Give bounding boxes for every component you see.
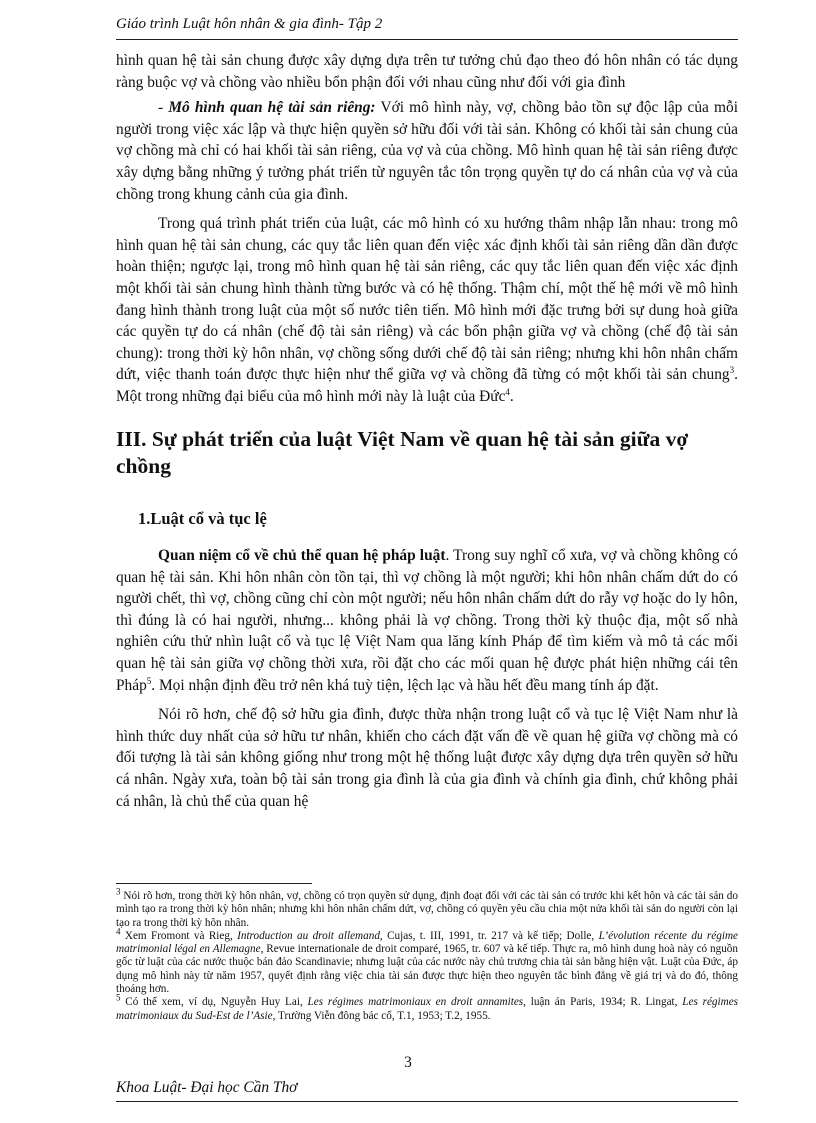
citation-title: Les régimes matrimoniaux du Sud-Est de l’Asie <box>116 996 739 1022</box>
footnote-text: , Revue internationale de droit comparé, 1965, tr. 607 và kế tiếp. Thực ra, mô hình dung hoà này có nguồn gốc từ luật của các nước thuộc bán đảo Scandinavie; nhưng luật của các nước này chủ trương chia tài sản bằng hiện vật. Luật của Đức, áp dụng mô hình này từ năm 1957, quyết định rằng việc chia tài sản được thực hiện theo nguyên tắc bình đẳng về giá trị và do đó, thông thoáng hơn. <box>116 943 738 996</box>
footnote-ref-3[interactable]: 3 <box>729 365 735 376</box>
citation-title: Les régimes matrimoniaux en droit annamites <box>307 996 524 1009</box>
footnote-ref-5[interactable]: 5 <box>146 675 152 686</box>
footnote-number: 3 <box>116 886 121 897</box>
paragraph-separate-property-model <box>116 97 738 205</box>
paragraph-ancient-concept <box>116 545 738 696</box>
subsection-heading: 1.Luật cổ và tục lệ <box>138 508 267 528</box>
paragraph-continued: hình quan hệ tài sản chung được xây dựng dựa trên tư tưởng chủ đạo theo đó hôn nhân có tác dụng ràng buộc vợ và chồng vào nhiều bổn phận đối với nhau cũng như đối với gia đình <box>116 52 738 91</box>
paragraph-family-ownership: Nói rõ hơn, chế độ sở hữu gia đình, được thừa nhận trong luật cổ và tục lệ Việt Nam như là hình thức duy nhất của sở hữu tư nhân, khiến cho cách đặt vấn đề về quan hệ giữa vợ chồng mà có đối tượng là tài sản không giống như trong một hệ thống luật được xây dựng dựa trên quyền sở hữu cá nhân. Ngày xưa, toàn bộ tài sản trong gia đình là của gia đình và chính gia đình, chứ không phải cá nhân, là chủ thể của quan hệ <box>116 706 738 810</box>
footnote-text: Xem Fromont và Rieg, <box>120 929 238 942</box>
footnote-5 <box>116 992 739 1023</box>
footnotes <box>116 886 739 1023</box>
footer-rule <box>116 1101 738 1102</box>
footnote-3 <box>116 886 738 930</box>
running-footer: Khoa Luật- Đại học Cần Thơ <box>116 1079 298 1096</box>
paragraph-text: . Một trong những đại biểu của mô hình mới này là luật của Đức <box>116 366 738 405</box>
footnote-text: , Trường Viễn đông bác cổ, T.1, 1953; T.2, 1955. <box>272 1009 491 1022</box>
running-header: Giáo trình Luật hôn nhân & gia đình- Tập 2 <box>116 16 383 32</box>
paragraph-text: . Mọi nhận định đều trở nên khá tuỳ tiện, lệch lạc và hầu hết đều mang tính áp đặt. <box>151 676 659 694</box>
footnote-number: 4 <box>116 926 121 937</box>
footnote-number: 5 <box>116 992 121 1003</box>
term-ancient-concept: Quan niệm cổ về chủ thể quan hệ pháp luật <box>158 547 446 565</box>
section-heading: III. Sự phát triển của luật Việt Nam về quan hệ tài sản giữa vợ chồng <box>116 426 689 478</box>
paragraph-development <box>116 213 738 407</box>
footnote-rule <box>116 883 312 884</box>
footnote-4 <box>116 926 739 996</box>
term-separate-property-model: Mô hình quan hệ tài sản riêng: <box>168 99 376 117</box>
footnote-text: Có thể xem, ví dụ, Nguyễn Huy Lai, <box>120 996 308 1009</box>
page-number: 3 <box>404 1054 412 1071</box>
paragraph-text: . <box>509 387 514 405</box>
footnote-text: Nói rõ hơn, trong thời kỳ hôn nhân, vợ, chồng có trọn quyền sử dụng, định đoạt đối với các tài sản có trước khi kết hôn và các tài sản do mình tạo ra trong thời kỳ hôn nhân; nhưng khi hôn nhân chấm dứt, vợ, chồng có quyền yêu cầu chia một nửa khối tài sản do người còn lại tạo ra trong thời kỳ hôn nhân. <box>116 890 738 929</box>
footnote-text: , luận án Paris, 1934; R. Lingat, <box>523 996 683 1009</box>
paragraph-text: . Trong suy nghĩ cổ xưa, vợ và chồng không có quan hệ tài sản. Khi hôn nhân còn tồn tại, thì vợ chồng là một người; khi hôn nhân chấm dứt do có người chết, thì vợ, chồng cũng chỉ còn một người; nếu hôn nhân chấm dứt do rẫy vợ hoặc do ly hôn, thì đúng là có hai người, nhưng... không phải là vợ chồng. Trong thời kỳ thuộc địa, một số nhà nghiên cứu thử nhìn luật cổ và tục lệ Việt Nam qua lăng kính Pháp để tìm kiếm và mô tả các mối quan hệ tài sản giữa vợ chồng thời xưa, rồi đặt cho các mối quan hệ được phát hiện những cái tên Pháp <box>116 547 739 694</box>
footnote-text: , Cujas, t. III, 1991, tr. 217 và kế tiếp; Dolle, <box>379 929 599 942</box>
paragraph-text: Trong quá trình phát triển của luật, các mô hình có xu hướng thâm nhập lẫn nhau: trong mô hình quan hệ tài sản chung, các quy tắc liên quan đến việc xác định khối tài sản riêng dần dần được hoàn thiện; ngược lại, trong mô hình quan hệ tài sản riêng, các quy tắc liên quan đến việc xác định một khối tài sản chung hình thành từng bước và có hệ thống. Thậm chí, một thế hệ mới về mô hình đang hình thành trong luật của một số nước tiên tiến. Mô hình mới đặc trưng bởi sự dung hoà giữa các quyền tự do cá nhân (chế độ tài sản riêng) và các bổn phận giữa vợ và chồng (chế độ tài sản chung): trong thời kỳ hôn nhân, vợ chồng sống dưới chế độ tài sản riêng; nhưng khi hôn nhân chấm dứt, việc thanh toán được thực hiện như thể giữa vợ và chồng đã từng có một khối tài sản chung <box>116 215 738 384</box>
page-body <box>116 50 738 812</box>
paragraph-text: Với mô hình này, vợ, chồng bảo tồn sự độc lập của mỗi người trong việc xác lập và thực hiện quyền sở hữu đối với tài sản. Không có khối tài sản chung của vợ chồng mà chỉ có hai khối tài sản riêng, của vợ và của chồng. Mô hình quan hệ tài sản riêng được xây dựng bằng những ý tưởng phát triển từ nguyên tắc tôn trọng quyền tự do cá nhân của vợ và của chồng trong khung cảnh của gia đình. <box>116 99 738 203</box>
dash: - <box>158 99 169 117</box>
footnote-ref-4[interactable]: 4 <box>505 386 510 397</box>
citation-title: L’évolution récente du régime matrimonial légal en Allemagne <box>116 929 739 956</box>
header-rule <box>116 39 738 40</box>
citation-title: Introduction au droit allemand <box>237 929 380 942</box>
